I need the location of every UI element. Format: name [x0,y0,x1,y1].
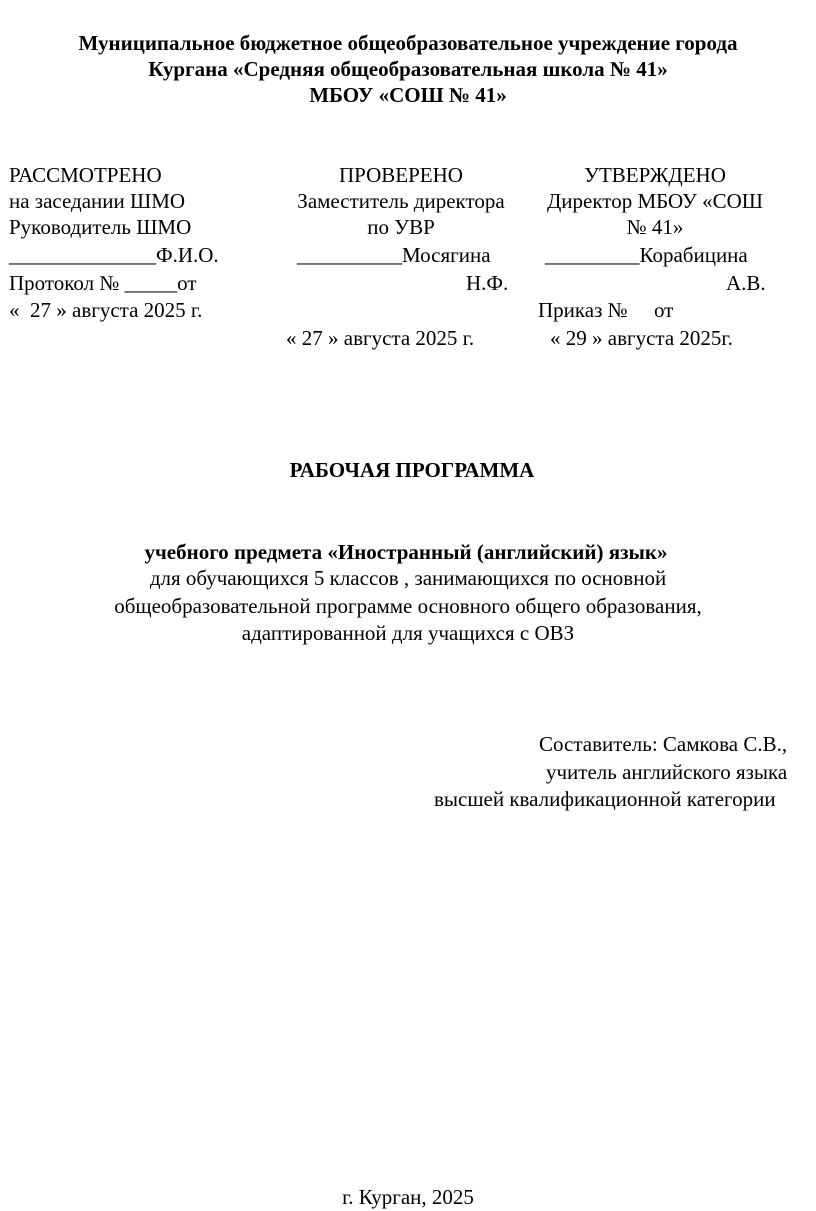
program-description-line-2: общеобразовательной программе основного общего образования, [114,594,702,618]
considered-date: « 27 » августа 2025 г. [9,298,203,322]
approved-signature-line: _________Корабицина [545,243,748,267]
program-subject: учебного предмета «Иностранный (английский) язык» [144,540,668,564]
checked-initials: Н.Ф. [466,271,509,295]
considered-line-2: Руководитель ШМО [9,215,192,239]
considered-protocol: Протокол № _____от [9,271,197,295]
program-title: РАБОЧАЯ ПРОГРАММА [289,458,535,482]
author-line-1: Составитель: Самкова С.В., [539,732,788,756]
considered-line-1: на заседании ШМО [9,189,186,213]
approved-line-2: № 41» [626,215,684,239]
considered-title: РАССМОТРЕНО [9,163,162,187]
city-year: г. Курган, 2025 [342,1185,474,1209]
approved-initials: А.В. [726,271,766,295]
approved-date: « 29 » августа 2025г. [550,326,733,350]
considered-signature-line: ______________Ф.И.О. [9,243,219,267]
approved-order: Приказ № от [538,298,674,322]
school-name-line-2: Кургана «Средняя общеобразовательная школа № 41» [148,57,668,81]
school-name-line-1: Муниципальное бюджетное общеобразовательное учреждение города [78,31,738,55]
checked-line-2: по УВР [367,215,435,239]
author-line-3: высшей квалификационной категории [434,787,776,811]
checked-title: ПРОВЕРЕНО [339,163,463,187]
approved-title: УТВЕРЖДЕНО [584,163,726,187]
checked-line-1: Заместитель директора [297,189,505,213]
program-description-line-3: адаптированной для учащихся с ОВЗ [241,621,575,645]
program-description-line-1: для обучающихся 5 классов , занимающихся по основной [149,566,667,590]
approved-line-1: Директор МБОУ «СОШ [546,189,763,213]
checked-date: « 27 » августа 2025 г. [286,326,475,350]
author-line-2: учитель английского языка [546,760,788,784]
checked-signature-line: __________Мосягина [297,243,491,267]
school-abbreviation: МБОУ «СОШ № 41» [309,83,507,107]
